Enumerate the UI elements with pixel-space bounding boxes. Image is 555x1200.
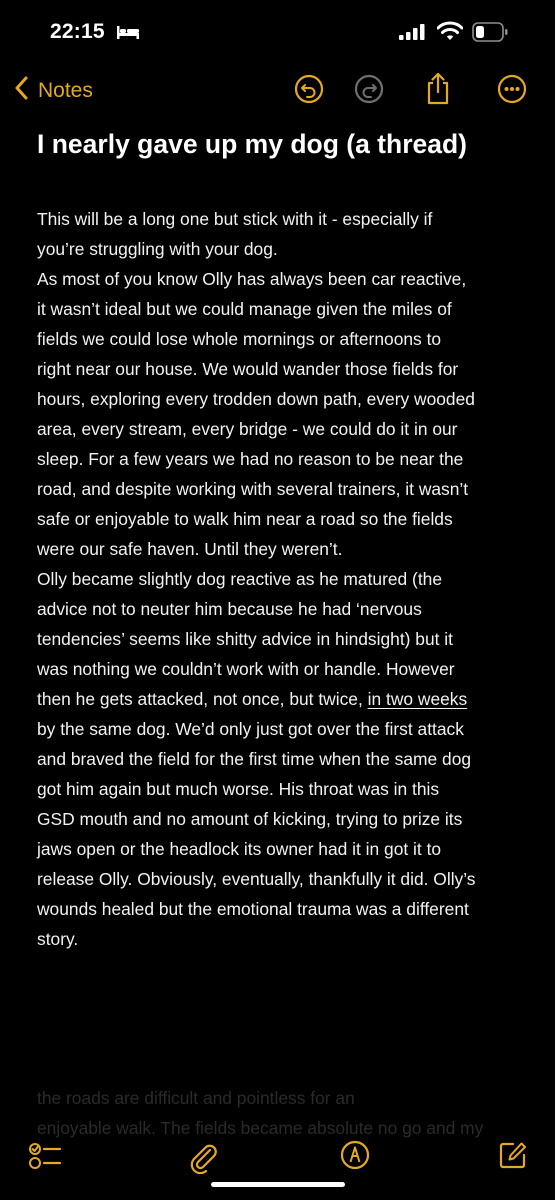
note-line: hours, exploring every trodden down path, every wooded [37, 389, 475, 409]
note-line: This will be a long one but stick with it - especially if [37, 209, 433, 229]
note-line: safe or enjoyable to walk him near a road so the fields [37, 509, 453, 529]
note-line: by the same dog. We’d only just got over the first attack [37, 719, 464, 739]
paperclip-icon [186, 1161, 220, 1178]
attach-button[interactable] [186, 1140, 220, 1179]
note-title[interactable]: I nearly gave up my dog (a thread) [37, 129, 467, 159]
redo-button[interactable] [354, 74, 384, 109]
status-bar [0, 0, 555, 62]
note-line: tendencies’ seems like shitty advice in hindsight) but it [37, 629, 453, 649]
note-line: was nothing we couldn’t work with or handle. However [37, 659, 455, 679]
share-button[interactable] [424, 72, 452, 111]
wifi-icon [437, 21, 463, 46]
more-button[interactable] [497, 74, 527, 109]
note-line: Olly became slightly dog reactive as he matured (the [37, 569, 443, 589]
note-line: jaws open or the headlock its owner had it in got it to [37, 839, 442, 859]
note-line: advice not to neuter him because he had ‘nervous [37, 599, 422, 619]
note-line: got him again but much worse. His throat was in this [37, 779, 440, 799]
note-body[interactable] [37, 204, 522, 954]
undo-icon [294, 91, 324, 108]
note-line: you’re struggling with your dog. [37, 239, 278, 259]
markup-pen-icon [340, 1157, 370, 1174]
note-line: wounds healed but the emotional trauma was a different [37, 899, 469, 919]
note-line: were our safe haven. Until they weren’t. [37, 539, 343, 559]
nav-bar [0, 66, 555, 116]
note-line: release Olly. Obviously, eventually, thankfully it did. Olly’s [37, 869, 476, 889]
note-line: story. [37, 929, 79, 949]
bed-icon [116, 24, 140, 45]
back-button[interactable] [14, 76, 93, 105]
compose-icon [498, 1157, 528, 1174]
note-line: right near our house. We would wander those fields for [37, 359, 459, 379]
battery-icon [472, 22, 508, 47]
note-line: fields we could lose whole mornings or afternoons to [37, 329, 442, 349]
bottom-toolbar [0, 1128, 555, 1200]
note-line: area, every stream, every bridge - we could do it in our [37, 419, 458, 439]
share-icon [424, 93, 452, 110]
peek-line: the roads are difficult and pointless for an [37, 1088, 355, 1108]
inline-link[interactable]: in two weeks [367, 689, 468, 709]
markup-button[interactable] [340, 1140, 370, 1175]
back-label: Notes [38, 78, 93, 102]
checklist-icon [28, 1159, 62, 1176]
home-indicator[interactable] [211, 1182, 345, 1187]
redo-icon [354, 91, 384, 108]
checklist-button[interactable] [28, 1140, 62, 1177]
note-line-text: then he gets attacked, not once, but twice, [37, 689, 368, 709]
undo-button[interactable] [294, 74, 324, 109]
note-line: it wasn’t ideal but we could manage given the miles of [37, 299, 452, 319]
compose-button[interactable] [498, 1140, 528, 1175]
note-line: sleep. For a few years we had no reason to be near the [37, 449, 464, 469]
note-line-with-link [37, 684, 522, 714]
note-line: and braved the field for the first time when the same dog [37, 749, 472, 769]
status-time: 22:15 [50, 20, 105, 43]
chevron-left-icon [14, 76, 28, 105]
more-icon [497, 91, 527, 108]
cellular-signal-icon [399, 24, 425, 45]
note-line: As most of you know Olly has always been car reactive, [37, 269, 467, 289]
peek-line: enjoyable walk. The fields became absolute no go and my [37, 1118, 484, 1138]
note-line: GSD mouth and no amount of kicking, trying to prize its [37, 809, 463, 829]
note-line: road, and despite working with several trainers, it wasn’t [37, 479, 469, 499]
note-content[interactable] [37, 124, 522, 954]
